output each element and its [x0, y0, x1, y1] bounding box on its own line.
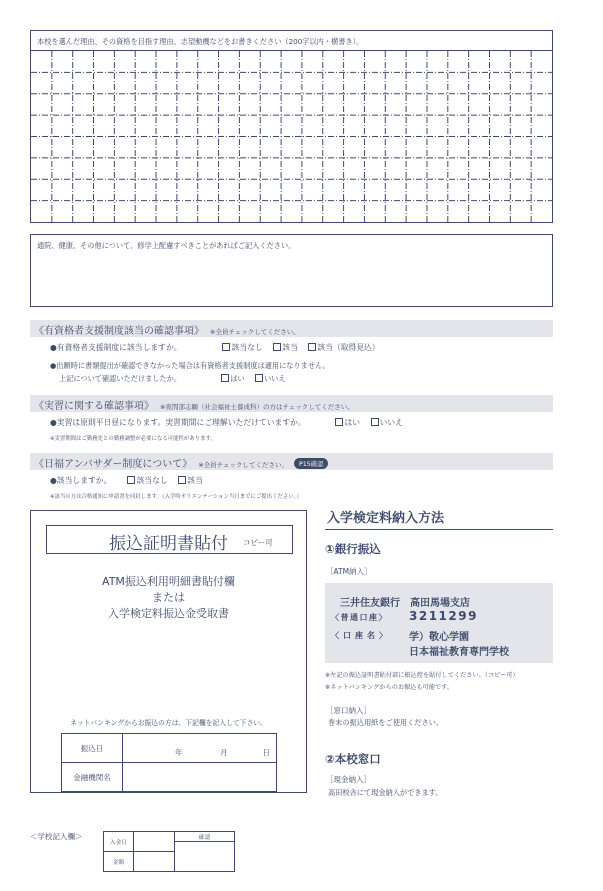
- window-label: ［窓口納入］: [326, 706, 371, 715]
- proof-title: 振込証明書貼付: [109, 534, 228, 554]
- page-ref-badge: P15確認: [294, 458, 328, 469]
- practicum-note: ※夜間部志願（社会福祉士養成科）の方はチェックしてください。: [160, 403, 354, 411]
- account-name-2: 日本福祉教育専門学校: [409, 647, 509, 658]
- day-label: 日: [262, 748, 270, 757]
- qualified-q1: [50, 342, 380, 353]
- checkbox-icon: [308, 343, 316, 351]
- account-number: 3211299: [409, 609, 478, 623]
- qualified-support-note: ※全員チェックしてください。: [210, 328, 300, 336]
- net-banking-note: ネットバンキングからお振込の方は、下記欄を記入して下さい。: [70, 719, 267, 727]
- confirm-stamp-field[interactable]: [175, 842, 235, 872]
- ambassador-header: [30, 453, 553, 470]
- checkbox-qual-none[interactable]: 該当なし: [222, 342, 262, 353]
- bank-name-field[interactable]: [123, 763, 277, 792]
- proof-line-receipt: 入学検定料振込金受取書: [108, 607, 229, 620]
- ambassador-q1: [50, 475, 203, 486]
- transfer-proof-box: [30, 510, 307, 793]
- qualified-support-title: 《有資格者支援制度該当の確認事項》: [34, 326, 204, 337]
- checkbox-ambassador-yes[interactable]: 該当: [178, 475, 203, 486]
- checkbox-practicum-yes[interactable]: はい: [335, 417, 360, 428]
- checkbox-icon: [273, 343, 281, 351]
- transfer-date-label: 振込日: [62, 734, 123, 763]
- fee-payment-title: 入学検定料納入方法: [327, 511, 445, 526]
- deposit-date-field[interactable]: [134, 832, 175, 852]
- qualified-support-header: [30, 320, 553, 337]
- bank-name: 三井住友銀行 高田馬場支店: [340, 598, 470, 609]
- copy-allowed-label: コピー可: [243, 538, 273, 547]
- qualified-q2-text2: 上記について確認いただけましたか。: [59, 374, 182, 383]
- checkbox-icon: [255, 374, 263, 382]
- cash-label: ［現金納入］: [326, 775, 371, 784]
- checkbox-icon: [222, 343, 230, 351]
- reason-writing-box: [30, 30, 553, 223]
- bank-note-1: ※左記の振込証明書貼付部に振込控を貼付してください。（コピー可）: [325, 672, 519, 679]
- checkbox-icon: [335, 418, 343, 426]
- checkbox-qual-confirm-yes[interactable]: はい: [221, 374, 244, 384]
- amount-field[interactable]: [134, 852, 175, 872]
- bank-note-2: ※ネットバンキングからのお振込も可能です。: [325, 684, 454, 691]
- ambassador-q1-text: ●該当しますか。: [50, 476, 112, 485]
- ambassador-title: 《日福アンバサダー制度について》: [34, 459, 193, 470]
- deposit-date-label: 入金日: [104, 832, 134, 852]
- practicum-q1-text: ●実習は原則平日昼になります。実習期間にご理解いただけていますか。: [50, 418, 306, 427]
- health-notes-box[interactable]: [30, 234, 553, 307]
- proof-line-atm: ATM振込利用明細書貼付欄: [102, 575, 235, 588]
- bank-name-label: 金融機関名: [62, 763, 123, 792]
- school-use-table: [103, 831, 235, 872]
- transfer-date-field[interactable]: [123, 734, 277, 763]
- qualified-q2: [59, 374, 286, 384]
- practicum-title: 《実習に関する確認事項》: [34, 401, 154, 412]
- qualified-q2-text: ●出願時に書類提出が確認できなかった場合は有資格者支援制度は適用になりません。: [50, 361, 330, 370]
- checkbox-qual-confirm-no[interactable]: いいえ: [255, 374, 286, 384]
- checkbox-icon: [178, 476, 186, 484]
- proof-line-or: または: [152, 591, 185, 604]
- account-name-1: 学）敬心学園: [409, 632, 469, 643]
- practicum-q1: [50, 417, 403, 428]
- bank-account-box: [325, 583, 553, 663]
- qualified-q1-text: ●有資格者支援制度に該当しますか。: [50, 343, 182, 352]
- reason-manuscript-grid[interactable]: [31, 50, 552, 222]
- confirm-label: 確認: [175, 832, 235, 842]
- checkbox-qual-expected[interactable]: 該当（取得見込）: [308, 342, 379, 353]
- net-banking-table: [61, 733, 277, 792]
- ambassador-note: ※全員チェックしてください。: [198, 461, 288, 469]
- proof-title-frame: [46, 525, 293, 554]
- checkbox-icon: [371, 418, 379, 426]
- practicum-header: [30, 395, 553, 412]
- school-use-label: ＜学校記入欄＞: [30, 832, 83, 841]
- checkbox-icon: [127, 476, 135, 484]
- window-text: 巻末の振込用紙をご使用ください。: [328, 718, 444, 727]
- atm-label: ［ATM納入］: [326, 567, 372, 576]
- account-name-label: 〈口座名〉: [331, 631, 391, 640]
- account-type-label: 〈普通口座〉: [331, 613, 388, 622]
- health-notes-label: 通院、健康、その他について、修学上配慮すべきことがあればご記入ください。: [37, 241, 296, 250]
- checkbox-qual-yes[interactable]: 該当: [273, 342, 298, 353]
- month-label: 月: [220, 748, 228, 757]
- title-divider: [325, 529, 553, 530]
- checkbox-ambassador-none[interactable]: 該当なし: [127, 475, 167, 486]
- grid-lines: [31, 51, 552, 222]
- amount-label: 金額: [104, 852, 134, 872]
- checkbox-practicum-no[interactable]: いいえ: [371, 417, 403, 428]
- practicum-footnote: ※実習期間はご勤務先との勤務調整が必要になる可能性があります。: [50, 436, 216, 442]
- bank-transfer-heading: ①銀行振込: [325, 542, 381, 556]
- reason-label: 本校を選んだ理由、その資格を目指す理由、志望動機などをお書きください（200字以内・横書き）。: [37, 37, 364, 46]
- school-window-heading: ②本校窓口: [325, 752, 381, 766]
- checkbox-icon: [221, 374, 229, 382]
- ambassador-footnote: ※該当の方は合格通知に申請書を同封します。（入学時オリエンテーション当日までにご提出ください。）: [50, 494, 302, 500]
- cash-text: 高田校舎にて現金納入ができます。: [328, 788, 443, 797]
- year-label: 年: [175, 748, 183, 757]
